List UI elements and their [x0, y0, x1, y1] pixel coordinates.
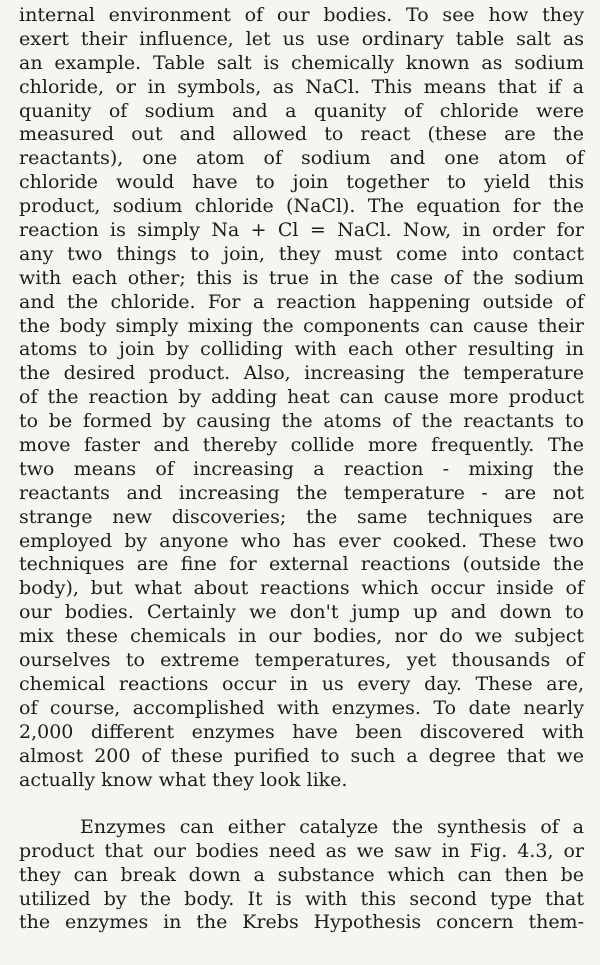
- text-line: our bodies. Certainly we don't jump up and down to: [19, 601, 584, 624]
- text-line: mix these chemicals in our bodies, nor do we subject: [19, 625, 584, 648]
- text-line: exert their influence, let us use ordinary table salt as: [19, 27, 584, 50]
- text-line: move faster and thereby collide more frequently. The: [19, 434, 584, 457]
- text-line: reaction is simply Na + Cl = NaCl. Now, in order for: [19, 219, 584, 242]
- text-line: techniques are fine for external reactions (outside the: [19, 553, 584, 576]
- text-line: chloride would have to join together to yield this: [19, 171, 584, 194]
- text-line: with each other; this is true in the case of the sodium: [19, 266, 584, 289]
- text-line: chloride, or in symbols, as NaCl. This means that if a: [19, 75, 584, 98]
- text-line: employed by anyone who has ever cooked. These two: [19, 529, 584, 552]
- text-line: ourselves to extreme temperatures, yet thousands of: [19, 649, 584, 672]
- text-line: any two things to join, they must come into contact: [19, 242, 584, 265]
- paragraph-1: [19, 4, 584, 792]
- text-line: product that our bodies need as we saw in Fig. 4.3, or: [19, 839, 584, 862]
- text-line: quanity of sodium and a quanity of chloride were: [19, 99, 584, 122]
- text-line: and the chloride. For a reaction happening outside of: [19, 290, 584, 313]
- paragraph-2: [19, 816, 584, 935]
- text-line: to be formed by causing the atoms of the reactants to: [19, 410, 584, 433]
- text-line: strange new discoveries; the same techniques are: [19, 505, 584, 528]
- text-line: body), but what about reactions which occur inside of: [19, 577, 584, 600]
- text-line: Enzymes can either catalyze the synthesis of a: [80, 815, 584, 838]
- text-line: of the reaction by adding heat can cause more product: [19, 386, 584, 409]
- text-line: reactants), one atom of sodium and one atom of: [19, 147, 584, 170]
- paragraph-spacer: [19, 792, 584, 816]
- text-line: they can break down a substance which can then be: [19, 863, 584, 886]
- text-line: utilized by the body. It is with this second type that: [19, 887, 584, 910]
- text-line: internal environment of our bodies. To see how they: [19, 4, 584, 26]
- text-line: atoms to join by colliding with each other resulting in: [19, 338, 584, 361]
- text-line: chemical reactions occur in us every day. These are,: [19, 672, 584, 695]
- text-line: reactants and increasing the temperature - are not: [19, 481, 584, 504]
- text-line: of course, accomplished with enzymes. To date nearly: [19, 696, 584, 719]
- text-line: an example. Table salt is chemically known as sodium: [19, 51, 584, 74]
- text-line: product, sodium chloride (NaCl). The equation for the: [19, 195, 584, 218]
- text-line: 2,000 different enzymes have been discovered with: [19, 720, 584, 743]
- text-line: measured out and allowed to react (these are the: [19, 123, 584, 146]
- text-line: actually know what they look like.: [19, 768, 348, 791]
- text-line: the body simply mixing the components can cause their: [19, 314, 584, 337]
- text-line: two means of increasing a reaction - mixing the: [19, 457, 584, 480]
- text-line: the enzymes in the Krebs Hypothesis concern them-: [19, 911, 584, 934]
- text-line: almost 200 of these purified to such a degree that we: [19, 744, 584, 767]
- text-line: the desired product. Also, increasing the temperature: [19, 362, 584, 385]
